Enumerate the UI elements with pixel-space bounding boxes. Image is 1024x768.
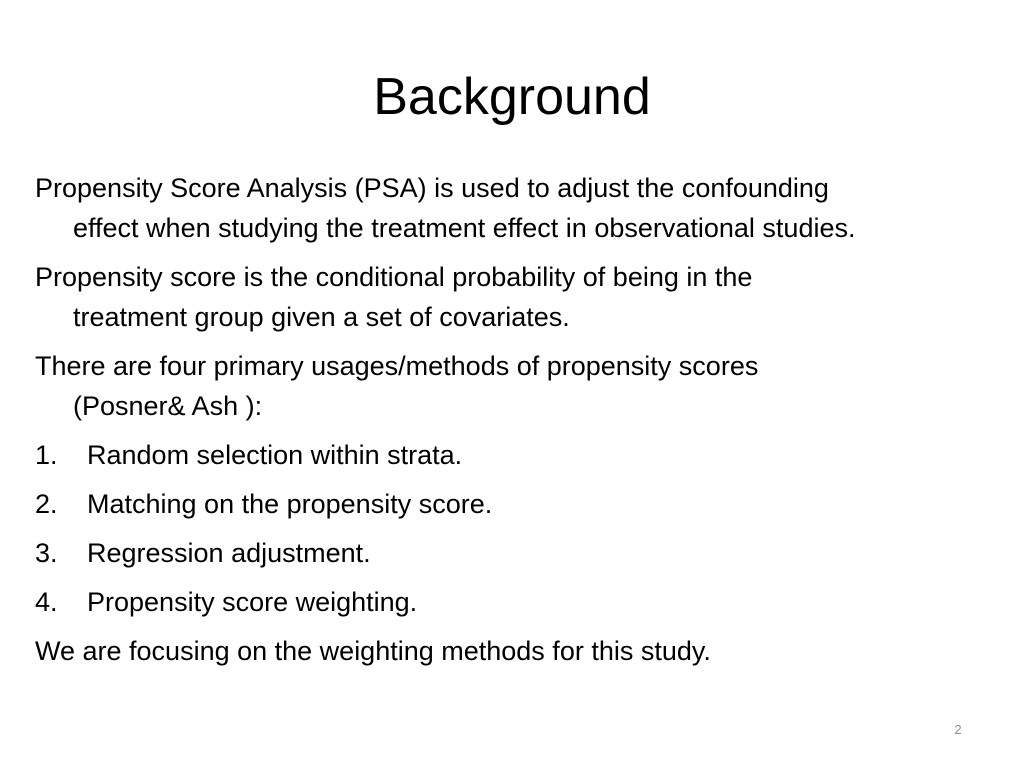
item-number: 2. <box>35 489 58 519</box>
item-number: 3. <box>35 538 58 568</box>
paragraph-psa-definition <box>35 168 1020 248</box>
page-number: 2 <box>954 722 962 737</box>
paragraph-four-methods <box>35 346 1020 426</box>
paragraph-line: (Posner& Ash ): <box>73 391 263 421</box>
numbered-item <box>35 435 1020 475</box>
numbered-item <box>35 484 1020 524</box>
item-number: 4. <box>35 587 58 617</box>
numbered-item <box>35 582 1020 622</box>
paragraph-line: Propensity Score Analysis (PSA) is used to adjust the confounding <box>35 173 829 203</box>
item-number: 1. <box>35 440 58 470</box>
item-text: Matching on the propensity score. <box>87 489 493 519</box>
paragraph-line: Propensity score is the conditional probability of being in the <box>35 262 753 292</box>
item-text: Random selection within strata. <box>87 440 463 470</box>
paragraph-line: effect when studying the treatment effect in observational studies. <box>73 213 856 243</box>
item-text: Propensity score weighting. <box>87 587 418 617</box>
numbered-item <box>35 533 1020 573</box>
paragraph-closing: We are focusing on the weighting methods for this study. <box>35 636 711 666</box>
slide-body <box>35 168 1020 680</box>
paragraph-propensity-score <box>35 257 1020 337</box>
slide-title: Background <box>373 68 651 126</box>
paragraph-line: There are four primary usages/methods of propensity scores <box>35 351 759 381</box>
item-text: Regression adjustment. <box>87 538 371 568</box>
paragraph-line: treatment group given a set of covariates. <box>73 302 570 332</box>
